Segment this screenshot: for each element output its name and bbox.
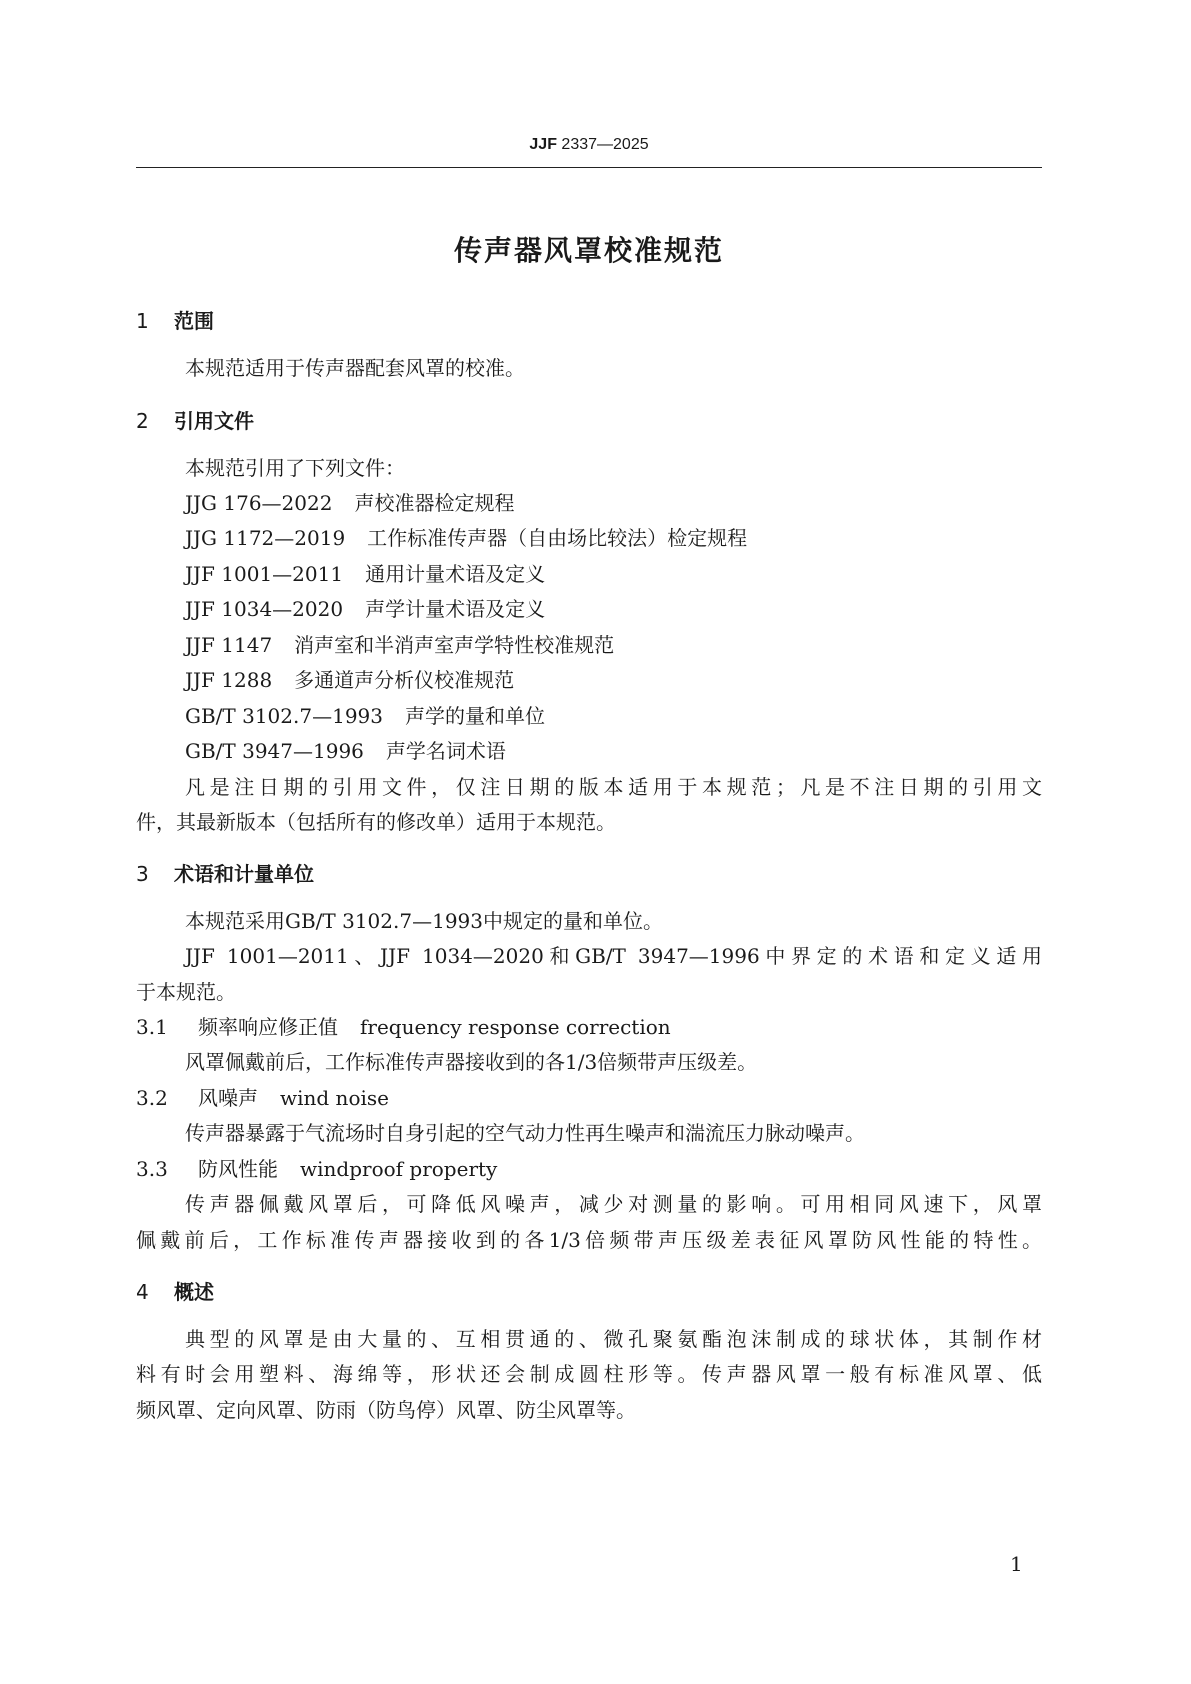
section-heading-4 <box>136 1276 214 1305</box>
section-heading-2 <box>136 405 254 434</box>
term-definition: 佩戴前后，工作标准传声器接收到的各1/3倍频带声压级差表征风罩防风性能的特性。 <box>136 1228 1042 1252</box>
reference-id: JJF 1034—2020 <box>185 597 344 621</box>
document-title: 传声器风罩校准规范 <box>453 234 724 267</box>
header-number: 2337—2025 <box>561 136 649 153</box>
reference-item <box>185 561 545 587</box>
reference-id: JJF 1001—2011 <box>185 562 344 586</box>
term-en: frequency response correction <box>360 1015 671 1039</box>
reference-id: JJG 176—2022 <box>185 491 333 515</box>
section-number: 1 <box>136 309 149 333</box>
section-heading-1 <box>136 305 214 334</box>
term-en: windproof property <box>300 1157 498 1181</box>
reference-item <box>185 738 506 764</box>
paragraph: 料有时会用塑料、海绵等，形状还会制成圆柱形等。传声器风罩一般有标准风罩、低 <box>136 1362 1042 1386</box>
section-title: 范围 <box>174 309 214 333</box>
reference-id: GB/T 3102.7—1993 <box>185 704 383 728</box>
term-zh: 频率响应修正值 <box>198 1015 338 1039</box>
section-title: 引用文件 <box>174 409 254 433</box>
term-zh: 防风性能 <box>198 1157 278 1181</box>
reference-item <box>185 525 747 551</box>
term-en: wind noise <box>280 1086 389 1110</box>
paragraph: JJF 1001—2011、JJF 1034—2020和GB/T 3947—1996中界定的术语和定义适用 <box>185 944 1042 968</box>
paragraph: 本规范引用了下列文件： <box>185 456 405 480</box>
reference-title: 声学计量术语及定义 <box>365 597 546 621</box>
section-number: 3 <box>136 862 149 886</box>
reference-item <box>185 632 614 658</box>
page-number: 1 <box>1010 1552 1023 1576</box>
term-heading <box>136 1014 671 1040</box>
section-heading-3 <box>136 858 314 887</box>
term-heading <box>136 1085 389 1111</box>
paragraph: 凡是注日期的引用文件，仅注日期的版本适用于本规范；凡是不注日期的引用文 <box>185 775 1042 799</box>
section-number: 4 <box>136 1280 149 1304</box>
reference-title: 通用计量术语及定义 <box>365 562 546 586</box>
paragraph: 本规范适用于传声器配套风罩的校准。 <box>185 356 525 380</box>
reference-title: 消声室和半消声室声学特性校准规范 <box>294 633 615 657</box>
reference-id: JJF 1288 <box>185 668 273 692</box>
reference-title: 多通道声分析仪校准规范 <box>294 668 515 692</box>
reference-item <box>185 703 545 729</box>
paragraph: 于本规范。 <box>136 980 236 1004</box>
reference-item <box>185 667 514 693</box>
term-number: 3.3 <box>136 1157 168 1181</box>
paragraph: 典型的风罩是由大量的、互相贯通的、微孔聚氨酯泡沫制成的球状体，其制作材 <box>185 1327 1042 1351</box>
term-definition: 传声器暴露于气流场时自身引起的空气动力性再生噪声和湍流压力脉动噪声。 <box>185 1121 865 1145</box>
term-heading <box>136 1156 497 1182</box>
reference-title: 声学名词术语 <box>385 739 506 763</box>
header-code: JJF <box>529 136 557 153</box>
paragraph: 件，其最新版本（包括所有的修改单）适用于本规范。 <box>136 810 616 834</box>
term-number: 3.2 <box>136 1086 168 1110</box>
term-zh: 风噪声 <box>198 1086 258 1110</box>
section-title: 术语和计量单位 <box>174 862 314 886</box>
paragraph: 频风罩、定向风罩、防雨（防鸟停）风罩、防尘风罩等。 <box>136 1398 636 1422</box>
reference-title: 声校准器检定规程 <box>354 491 515 515</box>
term-number: 3.1 <box>136 1015 168 1039</box>
term-definition: 风罩佩戴前后，工作标准传声器接收到的各1/3倍频带声压级差。 <box>185 1050 758 1074</box>
reference-id: GB/T 3947—1996 <box>185 739 364 763</box>
reference-title: 工作标准传声器（自由场比较法）检定规程 <box>367 526 748 550</box>
reference-item <box>185 490 514 516</box>
reference-item <box>185 596 545 622</box>
reference-id: JJF 1147 <box>185 633 273 657</box>
running-header <box>136 136 1042 154</box>
section-title: 概述 <box>174 1280 214 1304</box>
paragraph: 本规范采用GB/T 3102.7—1993中规定的量和单位。 <box>185 909 663 933</box>
header-rule <box>136 167 1042 168</box>
term-definition: 传声器佩戴风罩后，可降低风噪声，减少对测量的影响。可用相同风速下，风罩 <box>185 1192 1042 1216</box>
reference-id: JJG 1172—2019 <box>185 526 346 550</box>
section-number: 2 <box>136 409 149 433</box>
reference-title: 声学的量和单位 <box>405 704 545 728</box>
